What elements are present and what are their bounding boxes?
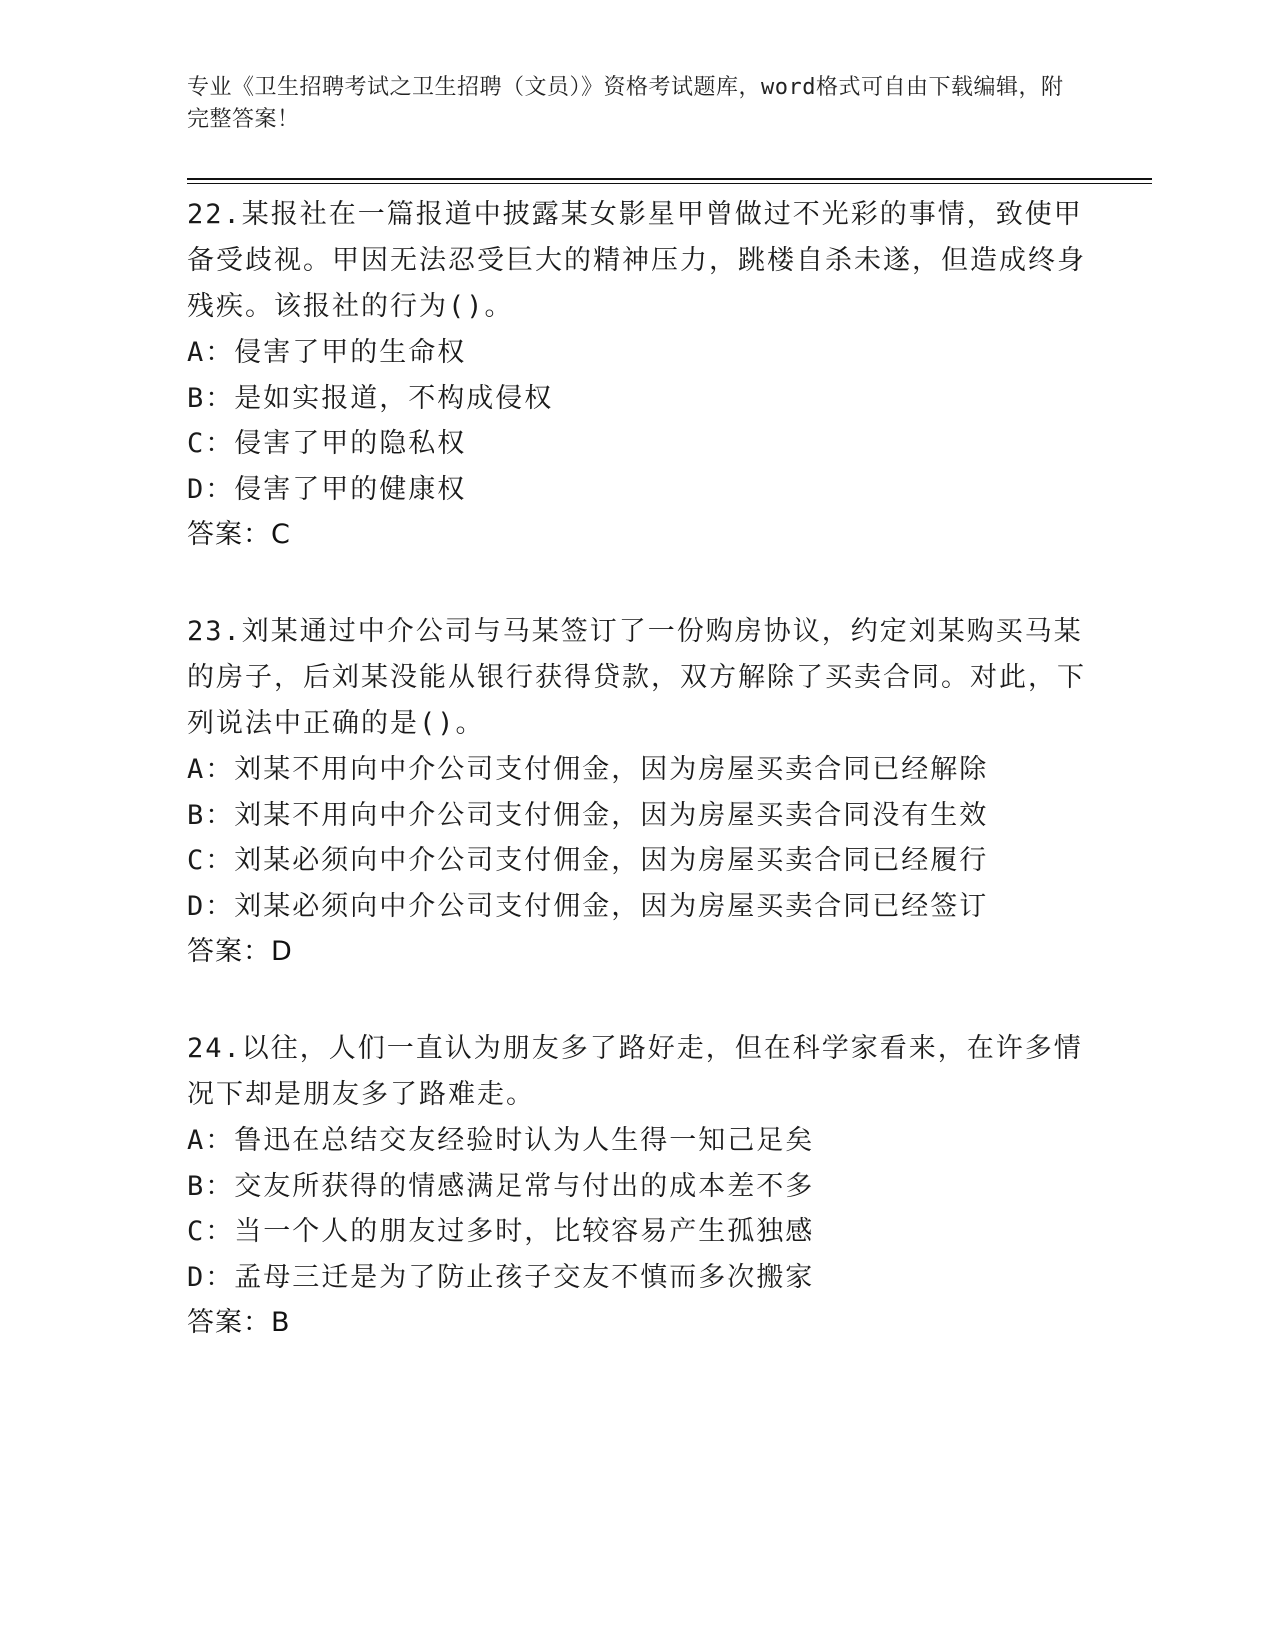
question-24 bbox=[187, 1026, 1087, 1346]
option-a: A：鲁迅在总结交友经验时认为人生得一知己足矣 bbox=[187, 1125, 815, 1156]
option-b: B：交友所获得的情感满足常与付出的成本差不多 bbox=[187, 1170, 815, 1202]
option-d: D：刘某必须向中介公司支付佣金，因为房屋买卖合同已经签订 bbox=[187, 890, 989, 922]
header-divider-thick bbox=[187, 178, 1152, 180]
option-d: D：侵害了甲的健康权 bbox=[187, 473, 467, 505]
answer-label: 答案：D bbox=[187, 936, 293, 967]
option-b: B：刘某不用向中介公司支付佣金，因为房屋买卖合同没有生效 bbox=[187, 799, 989, 831]
question-list bbox=[187, 192, 1087, 1397]
option-a: A：刘某不用向中介公司支付佣金，因为房屋买卖合同已经解除 bbox=[187, 754, 989, 785]
question-23 bbox=[187, 609, 1087, 975]
option-b: B：是如实报道，不构成侵权 bbox=[187, 382, 554, 414]
question-stem: 23.刘某通过中介公司与马某签订了一份购房协议，约定刘某购买马某的房子，后刘某没能从银行获得贷款，双方解除了买卖合同。对此，下列说法中正确的是()。 bbox=[187, 616, 1086, 739]
option-c: C：当一个人的朋友过多时，比较容易产生孤独感 bbox=[187, 1216, 815, 1247]
answer-label: 答案：C bbox=[187, 519, 291, 550]
header-intro: 专业《卫生招聘考试之卫生招聘（文员）》资格考试题库，word格式可自由下载编辑，附完整答案！ bbox=[187, 75, 1064, 132]
option-c: C：刘某必须向中介公司支付佣金，因为房屋买卖合同已经履行 bbox=[187, 845, 989, 876]
option-c: C：侵害了甲的隐私权 bbox=[187, 428, 467, 459]
question-stem: 22.某报社在一篇报道中披露某女影星甲曾做过不光彩的事情，致使甲备受歧视。甲因无法忍受巨大的精神压力，跳楼自杀未遂，但造成终身残疾。该报社的行为()。 bbox=[187, 199, 1086, 322]
question-22 bbox=[187, 192, 1087, 558]
option-a: A：侵害了甲的生命权 bbox=[187, 337, 467, 368]
question-stem: 24.以往，人们一直认为朋友多了路好走，但在科学家看来，在许多情况下却是朋友多了路难走。 bbox=[187, 1033, 1083, 1110]
option-d: D：孟母三迁是为了防止孩子交友不慎而多次搬家 bbox=[187, 1261, 815, 1293]
answer-label: 答案：B bbox=[187, 1307, 291, 1338]
header-divider-thin bbox=[187, 183, 1152, 184]
